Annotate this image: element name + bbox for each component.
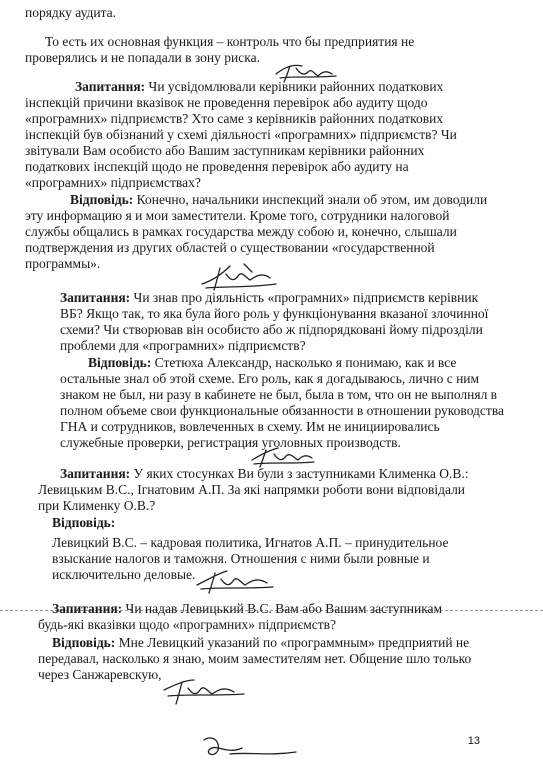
signature-image: [248, 440, 318, 470]
question-line: «програмних» підприємств? Хто саме з керівників районних податкових: [25, 111, 444, 126]
answer-line: взыскание налогов и таможня. Отношения с ними были ровные и: [52, 551, 430, 566]
question-line: при Клименку О.В.?: [38, 498, 156, 513]
signature-image: [272, 56, 342, 86]
text-line: проверялись и не попадали в зону риска.: [25, 50, 260, 65]
question-line: інспекцій причини вказівок не проведення перевірок або аудиту щодо: [25, 95, 428, 110]
answer-line: остальные знал об этой схеме. Его роль, как я догадываюсь, лично с ним: [60, 371, 480, 386]
question-line: Запитання: Чи усвідомлювали керівники районних податкових: [75, 79, 444, 94]
answer-line: Відповідь: Мне Левицкий указаний по «программным» предприятий не: [52, 635, 470, 650]
signature-image: [160, 672, 250, 708]
question-line: проблеми для «програмних» підприємств?: [60, 338, 306, 353]
answer-line: служебные проверки, регистрация уголовных производств.: [60, 435, 401, 450]
answer-line: Відповідь: Конечно, начальники инспекций знали об этом, им доводили: [70, 192, 488, 207]
question-line: Запитання: Чи знав про діяльність «програмних» підприємств керівник: [60, 290, 479, 305]
question-label: Запитання:: [52, 601, 123, 616]
answer-line: [52, 515, 543, 531]
page-number: 13: [467, 735, 480, 747]
initials-image: [200, 730, 300, 760]
question-label: Запитання:: [75, 79, 146, 94]
question-line: будь-які вказівки щодо «програмних» підприємств?: [38, 617, 337, 632]
answer-line: исключительно деловые.: [52, 567, 196, 582]
question-line: Запитання: Чи надав Левицький В.С. Вам або Вашим заступникам: [52, 601, 443, 616]
answer-line: подтверждения из других областей о существовании «государственной: [25, 240, 435, 255]
question-line: Левицьким В.С., Ігнатовим А.П. За які напрямки роботи вони відповідали: [38, 482, 466, 497]
question-line: податкових інспекцій щодо не проведення перевірок або аудиту на: [25, 159, 409, 174]
question-line: звітували Вам особисто або Вашим заступникам керівники районних: [25, 143, 425, 158]
answer-label: Відповідь:: [52, 635, 116, 650]
answer-line: Левицкий В.С. – кадровая политика, Игнатов А.П. – принудительное: [52, 535, 449, 550]
question-line: Запитання: У яких стосунках Ви були з заступниками Клименка О.В.:: [60, 466, 469, 481]
answer-line: полном объеме свои функциональные обязанности в отношении руководства: [60, 403, 505, 418]
answer-label: Відповідь:: [88, 355, 152, 370]
question-line: інспекцій був обізнаний у схемі діяльності «програмних» підприємств? Чи: [25, 127, 457, 142]
answer-line: программы».: [25, 256, 101, 271]
question-line: ВБ? Якщо так, то яка була його роль у функціонування вказаної злочинної: [60, 306, 489, 321]
answer-line: знаком не был, ни разу в кабинете не был, была в том, что он не выполнял в: [60, 387, 498, 402]
answer-line: ГНА и сотрудников, вовлеченных в схему. Им не инициировались: [60, 419, 440, 434]
answer-label: Відповідь:: [70, 192, 134, 207]
signature-image: [200, 258, 280, 294]
answer-line: эту информацию я и мои заместители. Кроме того, сотрудники налоговой: [25, 208, 450, 223]
text-line: То есть их основная функция – контроль что бы предприятия не: [45, 34, 415, 49]
answer-line: Відповідь: Стетюха Александр, насколько я понимаю, как и все: [88, 355, 457, 370]
signature-image: [195, 563, 275, 597]
answer-line: службы общались в рамках государства между собою и, конечно, слышали: [25, 224, 457, 239]
answer-line: передавал, насколько я знаю, моим заместителям нет. Общение шло только: [38, 651, 472, 666]
text-line: порядку аудита.: [25, 5, 117, 20]
question-label: Запитання:: [60, 290, 131, 305]
answer-label: Відповідь:: [52, 515, 116, 530]
question-line: «програмних» підприємствах?: [25, 175, 201, 190]
answer-line: через Санжаревскую,: [38, 667, 162, 682]
question-label: Запитання:: [60, 466, 131, 481]
question-line: схеми? Чи створював він особисто або ж підпорядковані йому підрозділи: [60, 322, 483, 337]
